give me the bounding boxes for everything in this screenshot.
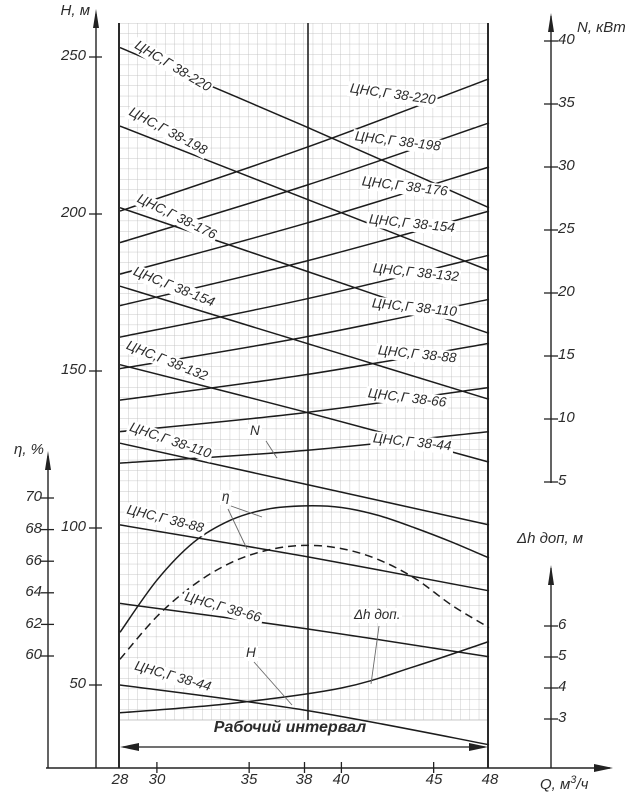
- n-tick-15: 15: [558, 346, 575, 363]
- dh-tick-5: 5: [558, 647, 567, 664]
- h-curve-label-154: ЦНС,Г 38-154: [129, 264, 218, 312]
- n-tick-20: 20: [558, 283, 575, 300]
- n-axis-title: N, кВт: [577, 19, 626, 36]
- n-tick-25: 25: [558, 220, 575, 237]
- q-tick-38: 38: [295, 771, 313, 788]
- n-curve-label-198: ЦНС,Г 38-198: [352, 129, 443, 155]
- h-tick-250: 250: [60, 47, 86, 64]
- q-tick-30: 30: [148, 771, 166, 788]
- n-tick-40: 40: [558, 31, 575, 48]
- n-tick-30: 30: [558, 157, 575, 174]
- h-letter-label: H: [246, 645, 256, 660]
- dh-tick-6: 6: [558, 616, 567, 633]
- n-curve-label-110: ЦНС,Г 38-110: [369, 296, 459, 320]
- h-curve-label-176: ЦНС,Г 38-176: [133, 191, 221, 244]
- n-curve-label-220: ЦНС,Г 38-220: [347, 81, 438, 108]
- h-tick-50: 50: [69, 675, 86, 692]
- n-curve-label-154: ЦНС,Г 38-154: [366, 212, 457, 236]
- working-interval-arrow-left-icon: [120, 743, 139, 751]
- q-tick-40: 40: [332, 771, 350, 788]
- eta-tick-70: 70: [25, 488, 42, 505]
- eta-axis-arrow-icon: [45, 451, 51, 470]
- h-curve-label-110: ЦНС,Г 38-110: [126, 419, 215, 462]
- h-curve-label-132: ЦНС,Г 38-132: [122, 338, 211, 386]
- q-axis-arrow-icon: [594, 764, 613, 772]
- h-curve-label-66: ЦНС,Г 38-66: [181, 589, 265, 626]
- n-curve-label-44: ЦНС,Г 38-44: [370, 431, 454, 454]
- dh-axis-arrow-icon: [548, 565, 554, 585]
- h-tick-150: 150: [60, 361, 86, 378]
- h-axis-title: H, м: [60, 2, 90, 19]
- n-tick-35: 35: [558, 94, 575, 111]
- n-tick-5: 5: [558, 472, 567, 489]
- n-letter-label: N: [250, 423, 260, 438]
- eta-letter-label: η: [222, 489, 230, 504]
- h-axis-arrow-icon: [93, 9, 99, 28]
- eta-tick-68: 68: [25, 520, 42, 537]
- n-curve-label-88: ЦНС,Г 38-88: [375, 343, 459, 366]
- q-axis-title-suffix: /ч: [576, 776, 589, 793]
- n-curve-label-66: ЦНС,Г 38-66: [365, 386, 449, 411]
- q-tick-28: 28: [111, 771, 129, 788]
- eta-tick-60: 60: [25, 646, 42, 663]
- eta-axis-title: η, %: [14, 441, 44, 458]
- dh-letter-label: Δh доп.: [354, 607, 401, 622]
- dh-tick-3: 3: [558, 709, 567, 726]
- eta-tick-66: 66: [25, 552, 42, 569]
- q-axis-title: [540, 774, 588, 794]
- eta-tick-62: 62: [25, 615, 42, 632]
- q-tick-48: 48: [481, 771, 499, 788]
- h-curve-label-88: ЦНС,Г 38-88: [123, 502, 207, 536]
- h-curve-label-44: ЦНС,Г 38-44: [131, 658, 215, 695]
- q-axis-title-sup: 3: [570, 774, 577, 786]
- n-axis-arrow-icon: [548, 13, 554, 32]
- dh-axis-title: Δh доп, м: [517, 530, 584, 547]
- dh-tick-4: 4: [558, 678, 567, 695]
- q-axis-title-text: Q, м: [540, 776, 571, 793]
- h-curve-label-198: ЦНС,Г 38-198: [125, 104, 212, 159]
- eta-tick-64: 64: [25, 583, 42, 600]
- n-tick-10: 10: [558, 409, 575, 426]
- h-tick-200: 200: [60, 204, 86, 221]
- n-curve-label-132: ЦНС,Г 38-132: [370, 261, 461, 285]
- working-interval-label: Рабочий интервал: [213, 719, 367, 736]
- h-curve-label-220: ЦНС,Г 38-220: [130, 37, 215, 96]
- n-curve-label-176: ЦНС,Г 38-176: [359, 174, 450, 200]
- q-tick-45: 45: [425, 771, 443, 788]
- h-tick-100: 100: [60, 518, 86, 535]
- q-tick-35: 35: [240, 771, 258, 788]
